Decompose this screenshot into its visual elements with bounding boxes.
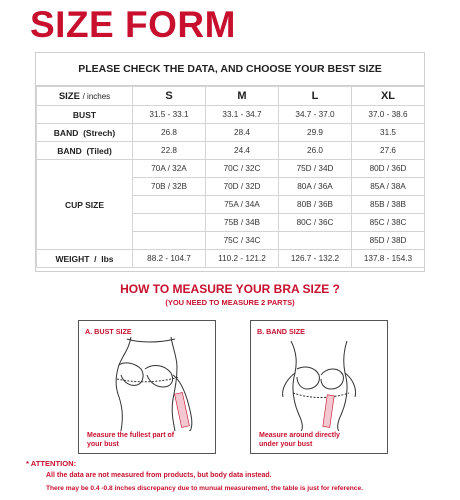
table-cell: 28.4: [206, 124, 279, 142]
row-label-cup-size: CUP SIZE: [37, 160, 133, 250]
attention-label: * ATTENTION:: [26, 459, 77, 468]
table-cell: 80A / 36A: [279, 178, 352, 196]
size-header-l: L: [279, 87, 352, 106]
bust-card-title: A. BUST SIZE: [85, 327, 132, 336]
table-cell: 33.1 - 34.7: [206, 106, 279, 124]
table-cell: 70A / 32A: [133, 160, 206, 178]
table-cell: 75C / 34C: [206, 232, 279, 250]
table-cell: 85A / 38A: [352, 178, 425, 196]
table-cell: 85D / 38D: [352, 232, 425, 250]
table-cell: 85C / 38C: [352, 214, 425, 232]
table-cell: 70C / 32C: [206, 160, 279, 178]
table-row-band-strech: [37, 124, 425, 142]
size-header-s: S: [133, 87, 206, 106]
table-cell: 70D / 32D: [206, 178, 279, 196]
table-cell: 31.5 - 33.1: [133, 106, 206, 124]
howto-heading: HOW TO MEASURE YOUR BRA SIZE ?: [120, 282, 340, 296]
table-cell: 137.8 - 154.3: [352, 250, 425, 268]
page-title: SIZE FORM: [30, 4, 236, 45]
size-header-label: SIZE: [58, 90, 80, 102]
table-row-weight: [37, 250, 425, 268]
table-cell: 75A / 34A: [206, 196, 279, 214]
table-cell: 88.2 - 104.7: [133, 250, 206, 268]
bust-measure-illustration: [79, 335, 215, 431]
band-card-instruction: [259, 431, 379, 449]
row-label-weight: WEIGHT / lbs: [37, 250, 133, 268]
table-header-row: [37, 87, 425, 106]
band-instruction-line-2: under your bust: [259, 441, 313, 448]
table-cell: 22.8: [133, 142, 206, 160]
table-cell: 31.5: [352, 124, 425, 142]
table-cell: 70B / 32B: [133, 178, 206, 196]
bust-instruction-line-1: Measure the fullest part of: [87, 432, 175, 439]
size-table-panel: [35, 52, 425, 272]
table-cell: 85B / 38B: [352, 196, 425, 214]
table-row-band-tiled: [37, 142, 425, 160]
band-instruction-line-1: Measure around directly: [259, 432, 340, 439]
table-cell: 80C / 36C: [279, 214, 352, 232]
size-header-xl: XL: [352, 87, 425, 106]
bust-instruction-line-2: your bust: [87, 441, 119, 448]
table-cell: 110.2 - 121.2: [206, 250, 279, 268]
table-cell: 37.0 - 38.6: [352, 106, 425, 124]
table-cell: 75D / 34D: [279, 160, 352, 178]
size-unit-header: [37, 87, 133, 106]
table-cell: 80D / 36D: [352, 160, 425, 178]
table-cell: 26.8: [133, 124, 206, 142]
table-cell: [133, 214, 206, 232]
table-row-bust: [37, 106, 425, 124]
table-cell: 24.4: [206, 142, 279, 160]
table-cell: 75B / 34B: [206, 214, 279, 232]
unit-label: / inches: [82, 91, 111, 101]
table-cell: 26.0: [279, 142, 352, 160]
table-notice: PLEASE CHECK THE DATA, AND CHOOSE YOUR BEST SIZE: [36, 53, 424, 86]
table-cell: 29.9: [279, 124, 352, 142]
bust-size-card: [78, 320, 216, 454]
band-size-card: [250, 320, 388, 454]
row-label-band-tiled: BAND (Tiled): [37, 142, 133, 160]
size-header-m: M: [206, 87, 279, 106]
band-card-title: B. BAND SIZE: [257, 327, 305, 336]
bust-card-instruction: [87, 431, 207, 449]
band-measure-illustration: [251, 335, 387, 431]
table-cell: [133, 232, 206, 250]
row-label-bust: BUST: [37, 106, 133, 124]
howto-subheading: (YOU NEED TO MEASURE 2 PARTS): [165, 298, 295, 307]
row-label-band-strech: BAND (Strech): [37, 124, 133, 142]
table-cell: [133, 196, 206, 214]
attention-note-1: All the data are not measured from products, but body data instead.: [46, 472, 272, 479]
table-cell: 80B / 36B: [279, 196, 352, 214]
table-cell: 34.7 - 37.0: [279, 106, 352, 124]
table-row-cup: [37, 160, 425, 178]
table-cell: 27.6: [352, 142, 425, 160]
size-table: [36, 86, 425, 268]
table-cell: [279, 232, 352, 250]
attention-note-2: There may be 0.4 -0.8 inches discrepancy due to munual measurement, the table is just for reference.: [46, 485, 363, 492]
table-cell: 126.7 - 132.2: [279, 250, 352, 268]
